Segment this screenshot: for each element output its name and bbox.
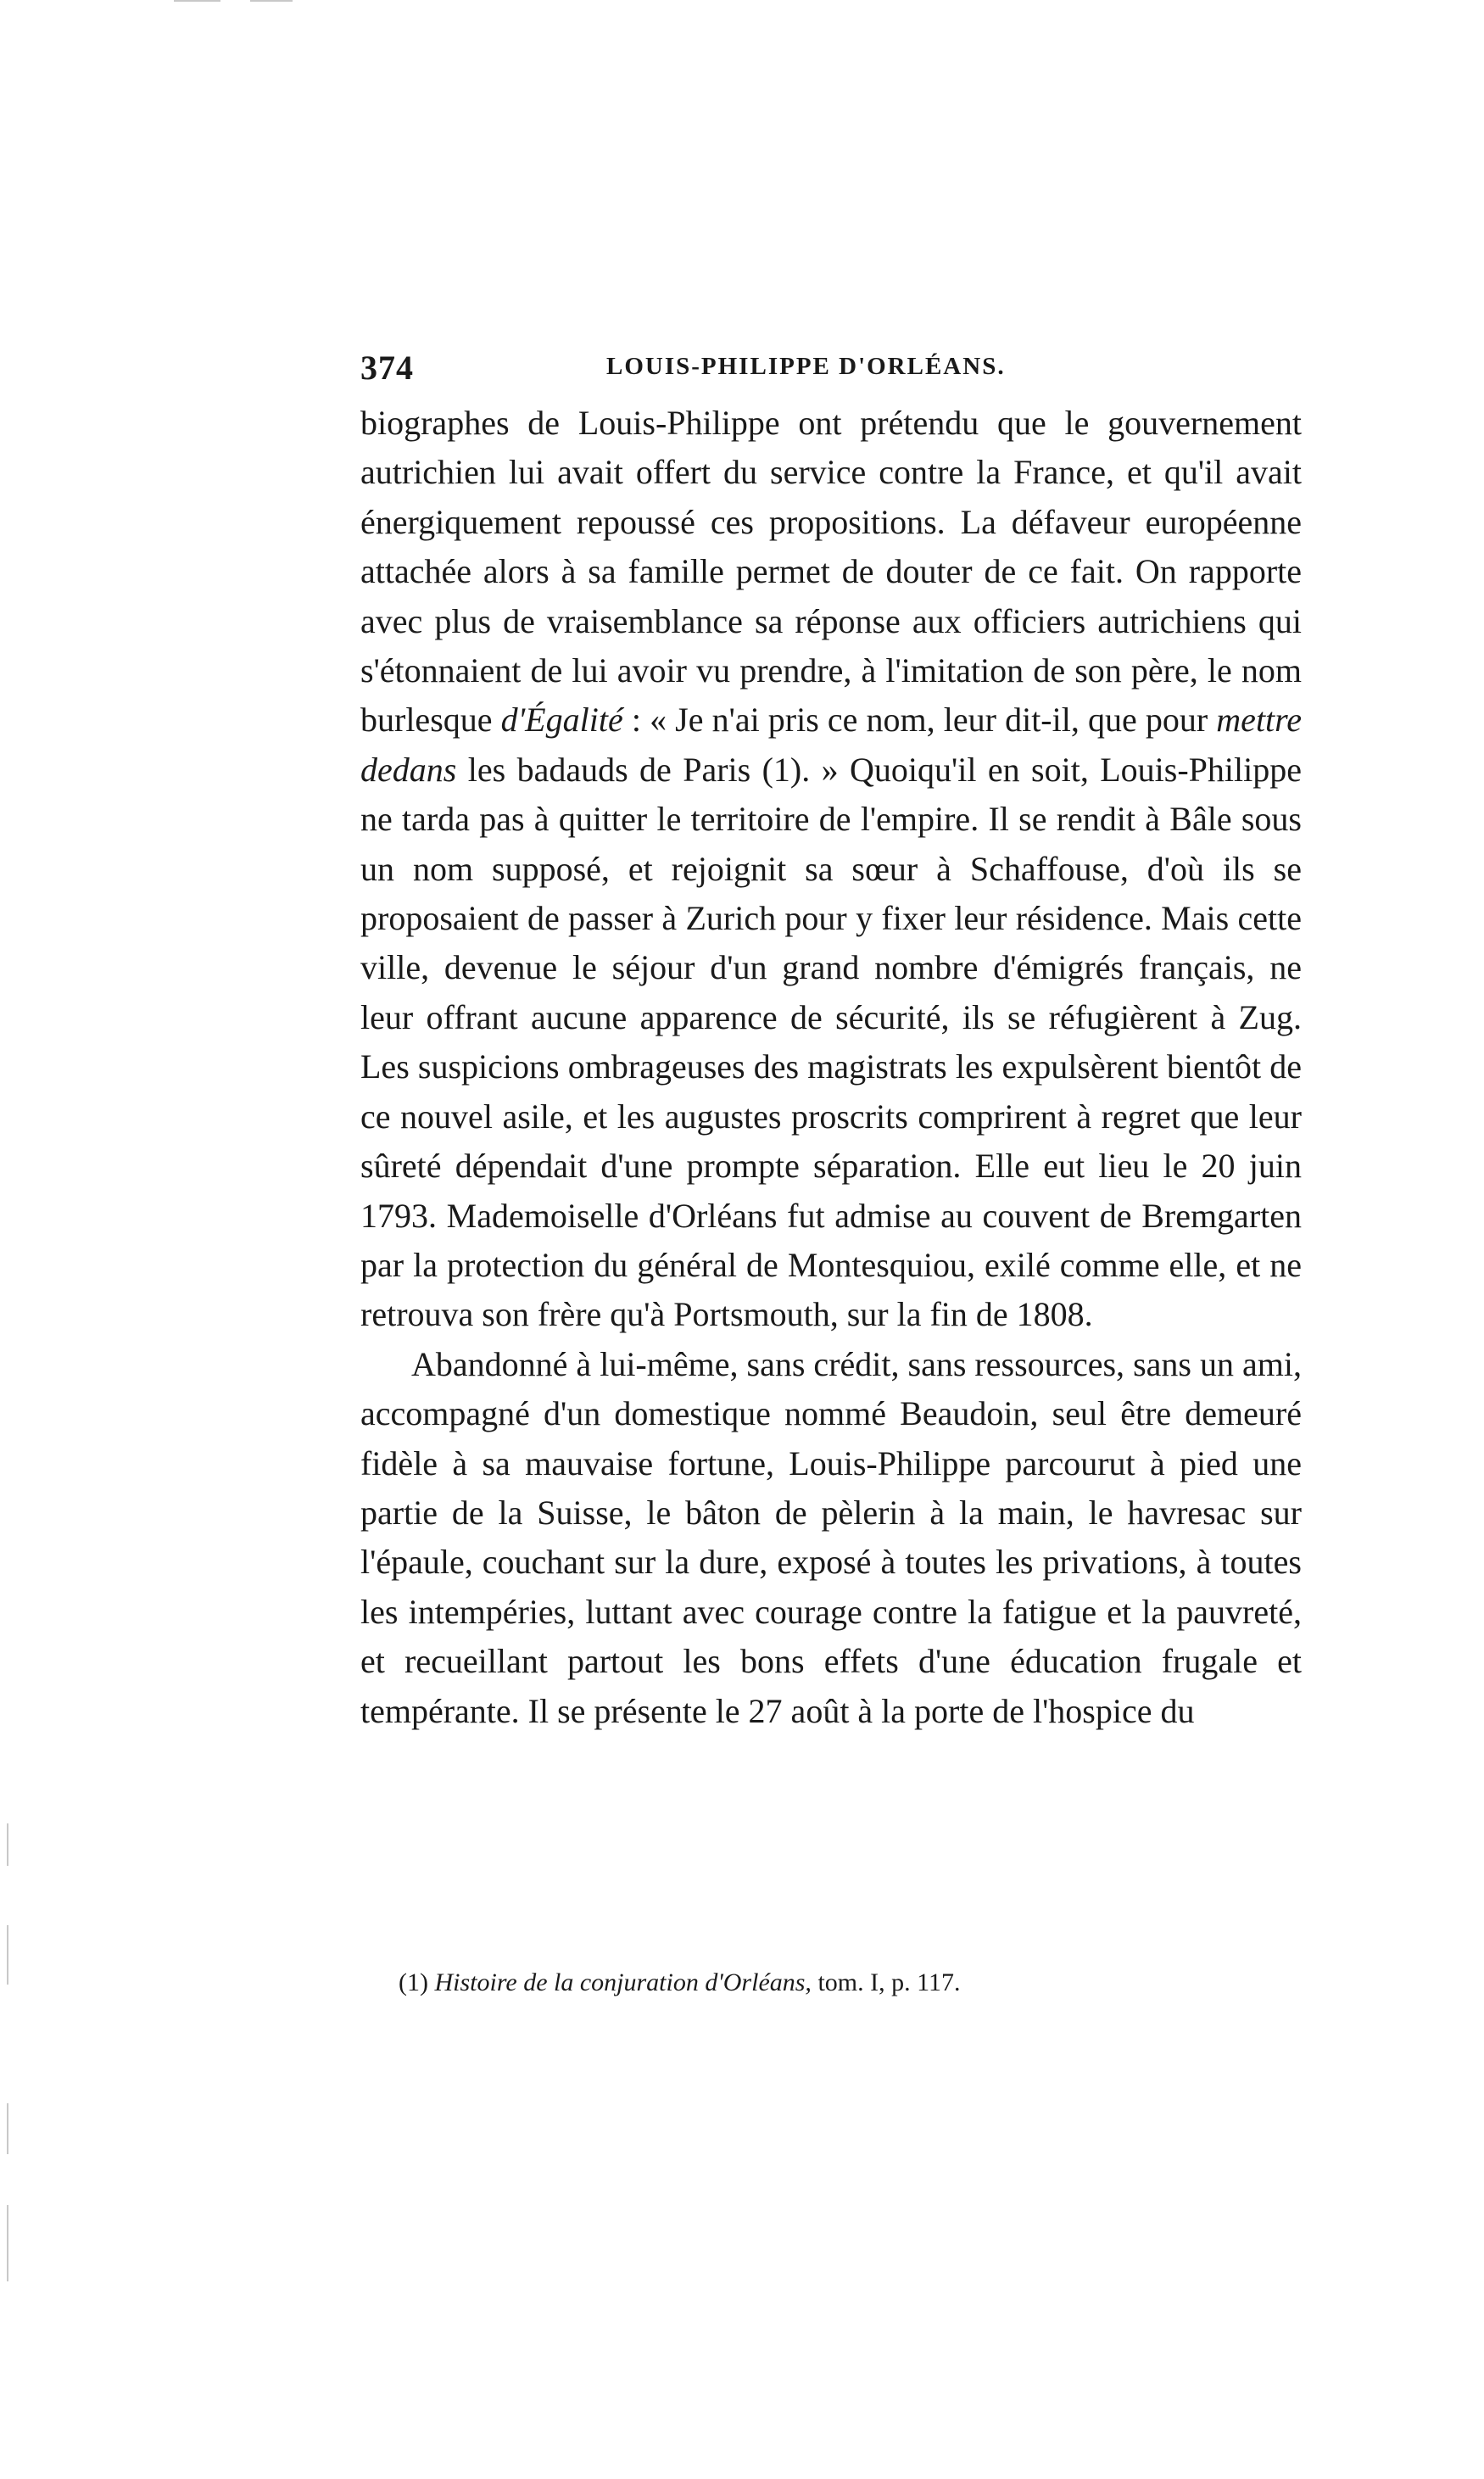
italic-text-segment: mettre dedans xyxy=(360,701,1302,789)
footnote-marker: (1) xyxy=(399,1968,428,1996)
page-number: 374 xyxy=(360,349,414,387)
text-segment: : « Je n'ai pris ce nom, leur dit-il, que pour xyxy=(622,701,1217,740)
text-segment: Abandonné à lui-même, sans crédit, sans ressources, sans un ami, accompagné d'un domestique nommé Beaudoin, seul être demeuré fidèle à sa mauvaise fortune, Louis-Philippe parcourut à pied une partie de la Suisse, le bâton de pèlerin à la main, le havresac sur l'épaule, couchant sur la dure, exposé à toutes les privations, à toutes les intempéries, luttant avec courage contre la fatigue et la pauvreté, et recueillant partout les bons effets d'une éducation frugale et tempérante. Il se présente le 27 août à la porte de l'hospice du xyxy=(360,1344,1302,1730)
scan-mark xyxy=(7,1823,8,1866)
footnote-title: Histoire de la conjuration d'Orléans, xyxy=(434,1968,812,1996)
paragraph-1 xyxy=(360,399,1302,1340)
scan-mark xyxy=(7,1925,8,1985)
running-title: LOUIS-PHILIPPE D'ORLÉANS. xyxy=(606,353,1006,380)
page-header xyxy=(360,348,1310,399)
scan-mark xyxy=(250,0,293,2)
scan-mark xyxy=(7,2103,8,2154)
scan-mark xyxy=(7,2205,8,2281)
text-segment: biographes de Louis-Philippe ont prétendu que le gouvernement autrichien lui avait offert du service contre la France, et qu'il avait énergiquement repoussé ces propositions. La défaveur européenne attachée alors à sa famille permet de douter de ce fait. On rapporte avec plus de vraisemblance sa réponse aux officiers autrichiens qui s'étonnaient de lui avoir vu prendre, à l'imitation de son père, le nom burlesque xyxy=(360,404,1302,740)
text-segment: les badauds de Paris (1). » Quoiqu'il en soit, Louis-Philippe ne tarda pas à quitter le territoire de l'empire. Il se rendit à Bâle sous un nom supposé, et rejoignit sa sœur à Schaffouse, d'où ils se proposaient de passer à Zurich pour y fixer leur résidence. Mais cette ville, devenue le séjour d'un grand nombre d'émigrés français, ne leur offrant aucune apparence de sécurité, ils se réfugièrent à Zug. Les suspicions ombrageuses des magistrats les expulsèrent bientôt de ce nouvel asile, et les augustes proscrits comprirent à regret que leur sûreté dépendait d'une prompte séparation. Elle eut lieu le 20 juin 1793. Mademoiselle d'Orléans fut admise au couvent de Bremgarten par la protection du général de Montesquiou, exilé comme elle, et ne retrouva son frère qu'à Portsmouth, sur la fin de 1808. xyxy=(360,750,1302,1334)
body-text xyxy=(360,399,1302,1736)
italic-text-segment: d'Égalité xyxy=(500,701,623,740)
paragraph-2 xyxy=(360,1340,1302,1736)
footnote-reference: tom. I, p. 117. xyxy=(817,1968,961,1996)
footnote xyxy=(399,1966,1297,2000)
scan-mark xyxy=(174,0,220,2)
